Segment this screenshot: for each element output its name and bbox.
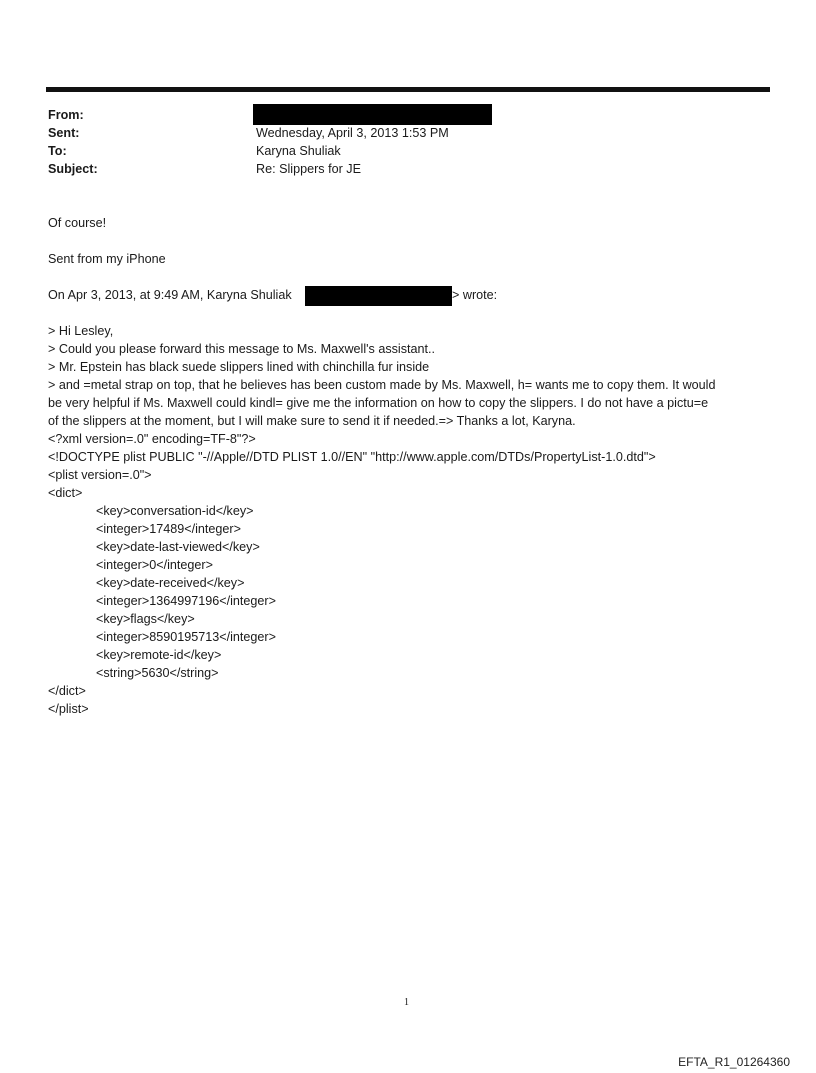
redaction-bar-from — [253, 104, 492, 125]
page-number: 1 — [404, 997, 409, 1008]
greeting: Of course! — [48, 216, 107, 230]
dict-line: <key>date-received</key> — [96, 576, 245, 590]
dict-line: <string>5630</string> — [96, 666, 219, 680]
to-value: Karyna Shuliak — [256, 144, 341, 158]
plist-line: <plist version=.0"> — [48, 468, 152, 482]
subject-label: Subject: — [48, 162, 98, 176]
document-id: EFTA_R1_01264360 — [678, 1055, 790, 1069]
plist-line: <dict> — [48, 486, 83, 500]
dict-line: <integer>8590195713</integer> — [96, 630, 276, 644]
quoted-line: > and =metal strap on top, that he believes has been custom made by Ms. Maxwell, h= wants me to copy them. It would — [48, 378, 716, 392]
dict-line: <key>flags</key> — [96, 612, 195, 626]
plist-line: <?xml version=.0" encoding=TF-8"?> — [48, 432, 256, 446]
dict-line: <integer>0</integer> — [96, 558, 213, 572]
quoted-line: > Could you please forward this message to Ms. Maxwell's assistant.. — [48, 342, 436, 356]
quote-intro-suffix: > wrote: — [452, 288, 498, 302]
header-rule — [46, 87, 770, 92]
quoted-line: of the slippers at the moment, but I will make sure to send it if needed.=> Thanks a lot, Karyna. — [48, 414, 576, 428]
from-label: From: — [48, 108, 84, 122]
sent-label: Sent: — [48, 126, 80, 140]
plist-line: <!DOCTYPE plist PUBLIC "-//Apple//DTD PLIST 1.0//EN" "http://www.apple.com/DTDs/PropertyList-1.0.dtd"> — [48, 450, 656, 464]
dict-line: <integer>17489</integer> — [96, 522, 241, 536]
closing-line: </plist> — [48, 702, 89, 716]
dict-line: <key>date-last-viewed</key> — [96, 540, 260, 554]
dict-line: <key>conversation-id</key> — [96, 504, 254, 518]
quoted-line: be very helpful if Ms. Maxwell could kindl= give me the information on how to copy the slippers. I do not have a pictu=e — [48, 396, 709, 410]
sent-value: Wednesday, April 3, 2013 1:53 PM — [256, 126, 449, 140]
subject-value: Re: Slippers for JE — [256, 162, 361, 176]
dict-line: <key>remote-id</key> — [96, 648, 222, 662]
quoted-line: > Mr. Epstein has black suede slippers lined with chinchilla fur inside — [48, 360, 430, 374]
quote-intro-prefix: On Apr 3, 2013, at 9:49 AM, Karyna Shuliak — [48, 288, 292, 302]
signature: Sent from my iPhone — [48, 252, 166, 266]
dict-line: <integer>1364997196</integer> — [96, 594, 276, 608]
redaction-bar-email — [305, 286, 452, 306]
quoted-line: > Hi Lesley, — [48, 324, 114, 338]
to-label: To: — [48, 144, 67, 158]
closing-line: </dict> — [48, 684, 86, 698]
